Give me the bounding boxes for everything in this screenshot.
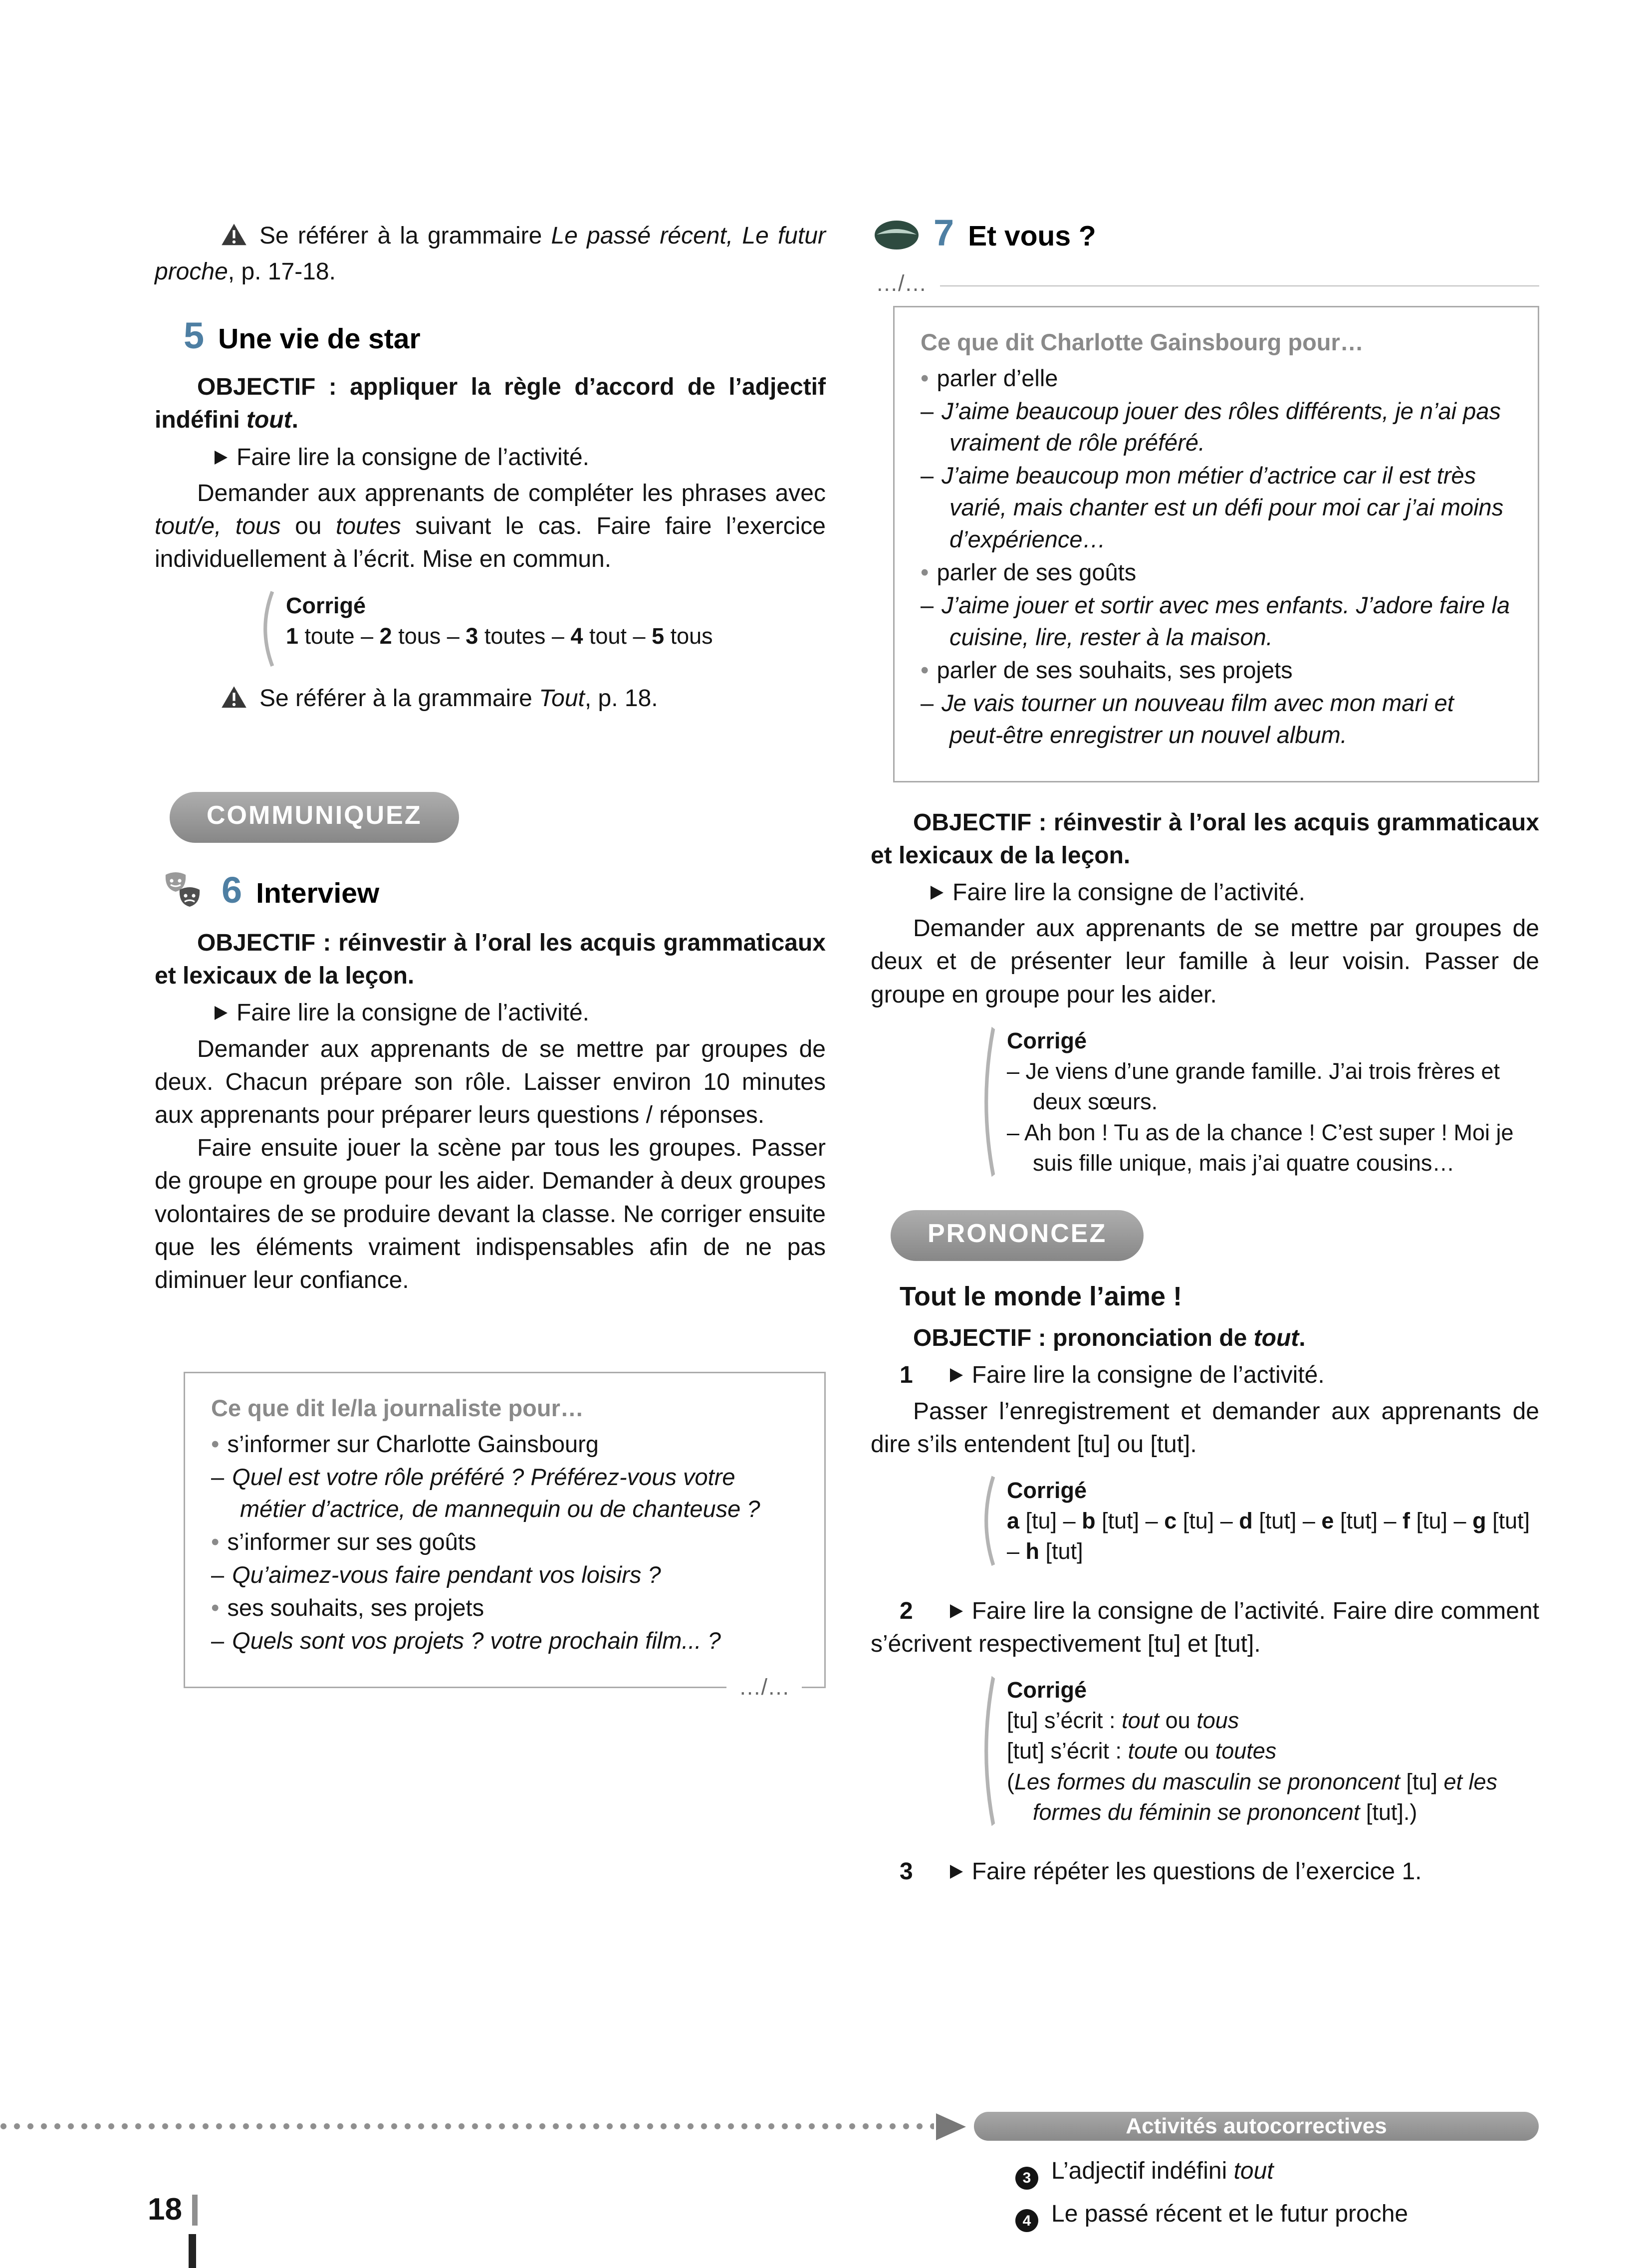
quote-item: • parler de ses souhaits, ses projets: [921, 656, 1293, 683]
body-paragraph: Demander aux apprenants de compléter les phrases avec tout/e, tous ou toutes suivant le cas. Faire faire l’exercice individuellement à l’écrit. Mise en commun.: [155, 480, 826, 573]
left-column: [155, 215, 826, 1891]
prononcez-title: Tout le monde l’aime !: [900, 1281, 1182, 1311]
corrige-block: [978, 1675, 1539, 1827]
gainsbourg-quote-box: [893, 306, 1539, 782]
continuation-mark: …/…: [726, 1672, 802, 1702]
continuation-mark: …/…: [876, 270, 927, 296]
corrige-body: [996, 1475, 1539, 1567]
step-number: 1: [900, 1362, 913, 1389]
objective-text: OBJECTIF : réinvestir à l’oral les acquis grammaticaux et lexicaux de la leçon.: [155, 929, 826, 990]
spine-mark: [189, 2234, 196, 2268]
corrige-block: [257, 590, 826, 667]
instruction-step: [155, 997, 826, 1029]
dash-marker: –: [921, 462, 934, 489]
communiquez-banner: COMMUNIQUEZ: [170, 792, 459, 843]
note-text: Se référer à la grammaire Le passé récent, Le futur proche, p. 17-18.: [155, 223, 826, 285]
prononcez-banner-row: [891, 1210, 1539, 1261]
step-arrow-icon: [900, 884, 945, 902]
corrige-bracket-icon: [978, 1675, 996, 1827]
autocorrective-item: 3 L’adjectif indéfini tout: [1015, 2155, 1408, 2190]
activity-5-number: 5: [184, 315, 205, 357]
corrige-block: [978, 1025, 1539, 1178]
corrige-block: [978, 1475, 1539, 1567]
step-text: Faire répéter les questions de l’exercice 1.: [971, 1858, 1422, 1885]
corrige-answer: a [tu] – b [tut] – c [tu] – d [tut] – e [tut] – f [tu] – g [tut] – h [tut]: [1007, 1508, 1530, 1564]
activity-7-title: Et vous ?: [968, 220, 1096, 252]
instruction-step: [871, 1595, 1539, 1661]
note-text: Se référer à la grammaire Tout, p. 18.: [259, 685, 658, 712]
step-arrow-icon: [919, 1602, 965, 1620]
quote-item: – Je vais tourner un nouveau film avec mon mari et peut-être enregistrer un nouvel album.: [921, 689, 1454, 748]
bullet-icon: •: [211, 1431, 220, 1458]
instruction-step: [871, 1855, 1539, 1888]
dash-marker: –: [921, 397, 934, 424]
autocorrective-item: 4 Le passé récent et le futur proche: [1015, 2198, 1408, 2233]
dash-marker: –: [211, 1561, 225, 1588]
body-paragraph: Faire ensuite jouer la scène par tous les groupes. Passer de groupe en groupe pour les aider. Demander à deux groupes volontaires de se produire devant la classe. Ne corriger ensuite que les éléments vraiment indispensables afin de ne pas diminuer leur confiance.: [155, 1135, 826, 1294]
prononcez-banner: PRONONCEZ: [891, 1210, 1144, 1261]
quote-item: • ses souhaits, ses projets: [211, 1594, 484, 1621]
activity-5-title: Une vie de star: [218, 323, 421, 355]
journalist-quote-box: [184, 1372, 826, 1700]
corrige-label: Corrigé: [1007, 1478, 1087, 1504]
quote-item: – J’aime beaucoup jouer des rôles différents, je n’ai pas vraiment de rôle préféré.: [921, 397, 1501, 456]
step-number: 2: [900, 1597, 913, 1624]
body-paragraph: Passer l’enregistrement et demander aux apprenants de dire s’ils entendent [tu] ou [tut].: [871, 1398, 1539, 1458]
corrige-label: Corrigé: [1007, 1027, 1087, 1053]
quote-item: – Quels sont vos projets ? votre prochain film... ?: [211, 1627, 721, 1654]
page-number: 18: [148, 2188, 198, 2231]
quote-item: – J’aime jouer et sortir avec mes enfants. J’adore faire la cuisine, lire, rester à la maison.: [921, 592, 1510, 650]
activites-autocorrectives-banner: Activités autocorrectives: [974, 2112, 1539, 2141]
objective-text: OBJECTIF : réinvestir à l’oral les acquis grammaticaux et lexicaux de la leçon.: [871, 809, 1539, 869]
quote-item: – J’aime beaucoup mon métier d’actrice car il est très varié, mais chanter est un défi pour moi car j’ai moins d’expérience…: [921, 462, 1504, 553]
grammar-note: [155, 682, 826, 718]
corrige-answer: – Je viens d’une grande famille. J’ai trois frères et deux sœurs.: [1007, 1058, 1500, 1115]
quote-item: • parler d’elle: [921, 364, 1058, 391]
step-text: Faire lire la consigne de l’activité. Faire dire comment s’écrivent respectivement [tu] et [tut].: [871, 1597, 1539, 1657]
step-arrow-icon: [919, 1863, 965, 1881]
instruction-step: [155, 441, 826, 474]
quote-box-title: Ce que dit le/la journaliste pour…: [211, 1395, 584, 1422]
step-text: Faire lire la consigne de l’activité.: [971, 1362, 1325, 1389]
bullet-icon: •: [211, 1528, 220, 1555]
divider-line: [940, 285, 1539, 286]
corrige-body: [275, 590, 826, 667]
grammar-note: [155, 220, 826, 288]
bullet-icon: •: [211, 1594, 220, 1621]
step-arrow-icon: [184, 1004, 230, 1022]
step-text: Faire lire la consigne de l’activité.: [236, 444, 589, 471]
corrige-answer: [tu] s’écrit : tout ou tous: [1007, 1708, 1239, 1734]
objective-text: OBJECTIF : appliquer la règle d’accord de l’adjectif indéfini tout.: [155, 374, 826, 434]
activity-7-heading: [871, 212, 1539, 256]
dash-marker: –: [921, 592, 934, 618]
quote-item: – Quel est votre rôle préféré ? Préférez-vous votre métier d’actrice, de mannequin ou de chanteuse ?: [211, 1464, 760, 1522]
activity-6-heading: [155, 869, 826, 915]
step-text: Faire lire la consigne de l’activité.: [236, 1000, 589, 1026]
continuation-row: [876, 268, 1539, 299]
instruction-step: [871, 1359, 1539, 1392]
theater-masks-icon: [158, 872, 208, 915]
corrige-bracket-icon: [257, 590, 275, 667]
corrige-label: Corrigé: [286, 592, 366, 618]
corrige-answer: – Ah bon ! Tu as de la chance ! C’est super ! Moi je suis fille unique, mais j’ai quatre cousins…: [1007, 1119, 1514, 1176]
arrow-right-icon: [936, 2113, 966, 2140]
bullet-icon: •: [921, 559, 929, 586]
corrige-label: Corrigé: [1007, 1677, 1087, 1703]
quote-item: • s’informer sur ses goûts: [211, 1528, 476, 1555]
activity-7-number: 7: [934, 212, 954, 253]
corrige-answer: (Les formes du masculin se prononcent [tu] et les formes du féminin se prononcent [tut].): [1007, 1768, 1498, 1825]
quote-box-title: Ce que dit Charlotte Gainsbourg pour…: [921, 328, 1364, 355]
corrige-body: [996, 1675, 1539, 1827]
objective-text: OBJECTIF : prononciation de tout.: [913, 1325, 1306, 1352]
quote-item: • s’informer sur Charlotte Gainsbourg: [211, 1431, 599, 1458]
corrige-bracket-icon: [978, 1475, 996, 1567]
body-paragraph: Demander aux apprenants de se mettre par groupes de deux et de présenter leur famille à leur voisin. Passer de groupe en groupe pour les aider.: [871, 915, 1539, 1008]
page-number-bar: [192, 2195, 198, 2226]
corrige-bracket-icon: [978, 1025, 996, 1178]
quote-item: – Qu’aimez-vous faire pendant vos loisirs ?: [211, 1561, 661, 1588]
corrige-answer: 1 toute – 2 tous – 3 toutes – 4 tout – 5 tous: [286, 623, 713, 649]
activity-6-number: 6: [222, 869, 242, 911]
circled-number-icon: 4: [1015, 2209, 1038, 2232]
instruction-step: [871, 876, 1539, 909]
circled-number-icon: 3: [1015, 2167, 1038, 2190]
dotted-line: [0, 2123, 934, 2130]
audio-lens-icon: [874, 220, 920, 251]
communiquez-banner-row: [170, 792, 826, 843]
corrige-body: [996, 1025, 1539, 1178]
warning-icon: [188, 223, 247, 255]
corrige-answer: [tut] s’écrit : toute ou toutes: [1007, 1738, 1277, 1764]
bullet-icon: •: [921, 656, 929, 683]
dash-marker: –: [211, 1464, 225, 1491]
activity-6-title: Interview: [256, 877, 380, 909]
warning-icon: [188, 685, 247, 718]
body-paragraph: Demander aux apprenants de se mettre par groupes de deux. Chacun prépare son rôle. Laisser environ 10 minutes aux apprenants pour préparer leurs questions / réponses.: [155, 1035, 826, 1128]
dash-marker: –: [211, 1627, 225, 1654]
step-text: Faire lire la consigne de l’activité.: [952, 879, 1305, 906]
autocorrective-list: [1015, 2155, 1408, 2240]
right-column: [871, 212, 1539, 1891]
step-arrow-icon: [919, 1366, 965, 1384]
step-arrow-icon: [184, 449, 230, 467]
step-number: 3: [900, 1858, 913, 1885]
dash-marker: –: [921, 689, 934, 716]
bullet-icon: •: [921, 364, 929, 391]
activity-5-heading: [155, 317, 826, 359]
quote-item: • parler de ses goûts: [921, 559, 1137, 586]
